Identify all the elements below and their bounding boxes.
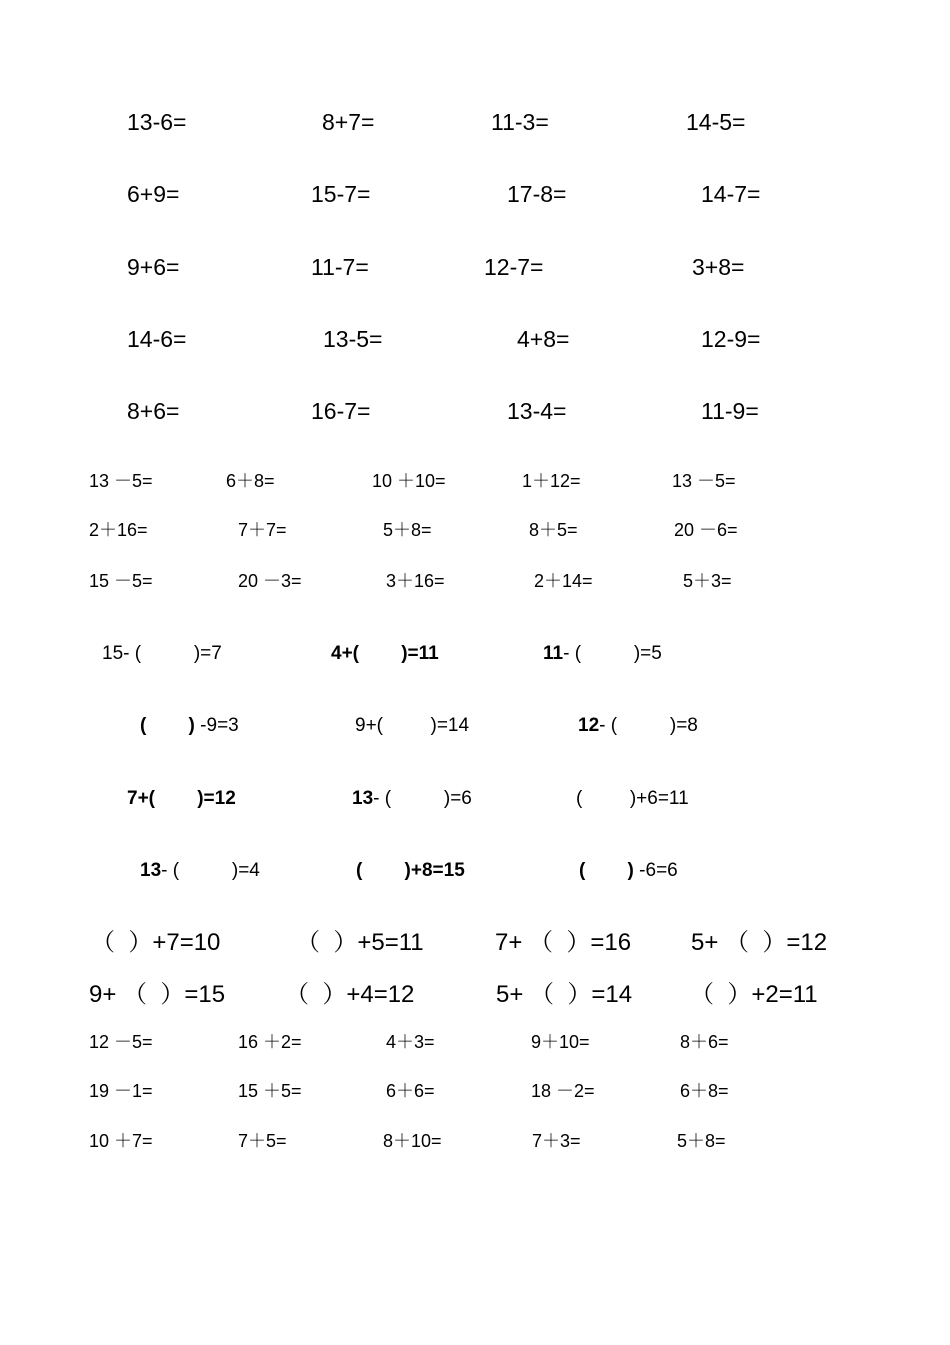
problem-text: 15- ( )=7 — [102, 643, 222, 664]
blank-problem — [140, 861, 260, 880]
problem-large: 11-7= — [311, 254, 369, 280]
paren-problem: （ ）+2=11 — [690, 981, 818, 1008]
problem-small: 8＋5= — [529, 520, 578, 540]
blank-problem — [356, 861, 465, 880]
problem-text: - ( )=6 — [373, 788, 472, 809]
problem-small: 7＋7= — [238, 520, 287, 540]
problem-small: 6＋8= — [226, 471, 275, 491]
problem-large: 13-4= — [507, 398, 567, 424]
problem-small: 7＋5= — [238, 1131, 287, 1151]
blank-problem — [355, 716, 469, 735]
problem-text: ( )+6=11 — [576, 788, 689, 809]
problem-small: 3＋16= — [386, 571, 445, 591]
problem-small: 9＋10= — [531, 1032, 590, 1052]
blank-problem — [102, 644, 222, 663]
problem-large: 6+9= — [127, 181, 180, 207]
paren-problem: 5+ （ ）=12 — [691, 929, 828, 956]
problem-small: 15 ＋5= — [238, 1081, 302, 1101]
problem-text: ( ) — [140, 715, 195, 736]
problem-small: 13 －5= — [89, 471, 153, 491]
problem-large: 13-5= — [323, 326, 383, 352]
blank-problem — [579, 861, 678, 880]
problem-small: 6＋6= — [386, 1081, 435, 1101]
problem-large: 3+8= — [692, 254, 745, 280]
problem-small: 4＋3= — [386, 1032, 435, 1052]
problem-text: -9=3 — [194, 715, 239, 736]
blank-problem — [331, 644, 439, 663]
problem-text: 4+( )=11 — [331, 643, 439, 664]
blank-problem — [576, 789, 689, 808]
problem-large: 17-8= — [507, 181, 567, 207]
blank-problem — [578, 716, 698, 735]
problem-small: 15 －5= — [89, 571, 153, 591]
problem-text: 11 — [543, 643, 564, 664]
problem-small: 2＋14= — [534, 571, 593, 591]
problem-large: 4+8= — [517, 326, 570, 352]
problem-large: 11-3= — [491, 109, 549, 135]
paren-problem: （ ）+4=12 — [285, 981, 415, 1008]
problem-small: 20 －3= — [238, 571, 302, 591]
problem-large: 16-7= — [311, 398, 371, 424]
problem-text: 12 — [578, 715, 600, 736]
paren-problem: （ ）+5=11 — [296, 929, 424, 956]
problem-small: 16 ＋2= — [238, 1032, 302, 1052]
problem-small: 7＋3= — [532, 1131, 581, 1151]
blank-problem — [127, 789, 236, 808]
problem-small: 5＋8= — [383, 520, 432, 540]
problem-large: 12-7= — [484, 254, 544, 280]
problem-large: 9+6= — [127, 254, 180, 280]
problem-text: - ( )=8 — [599, 715, 698, 736]
paren-problem: 7+ （ ）=16 — [495, 929, 632, 956]
paren-problem: 5+ （ ）=14 — [496, 981, 633, 1008]
problem-text: - ( )=5 — [563, 643, 662, 664]
problem-text: 13 — [140, 860, 162, 881]
problem-small: 10 ＋7= — [89, 1131, 153, 1151]
problem-text: ( ) — [579, 860, 634, 881]
problem-small: 6＋8= — [680, 1081, 729, 1101]
problem-large: 14-6= — [127, 326, 187, 352]
problem-small: 19 －1= — [89, 1081, 153, 1101]
problem-text: - ( )=4 — [161, 860, 260, 881]
problem-small: 12 －5= — [89, 1032, 153, 1052]
problem-text: ( )+8=15 — [356, 860, 465, 881]
problem-text: 9+( )=14 — [355, 715, 470, 736]
problem-small: 13 －5= — [672, 471, 736, 491]
problem-small: 1＋12= — [522, 471, 581, 491]
problem-small: 5＋3= — [683, 571, 732, 591]
problem-large: 12-9= — [701, 326, 761, 352]
problem-small: 8＋6= — [680, 1032, 729, 1052]
problem-small: 8＋10= — [383, 1131, 442, 1151]
blank-problem — [140, 716, 239, 735]
problem-text: 13 — [352, 788, 374, 809]
paren-problem: 9+ （ ）=15 — [89, 981, 226, 1008]
problem-large: 14-7= — [701, 181, 761, 207]
problem-large: 14-5= — [686, 109, 746, 135]
problem-small: 10 ＋10= — [372, 471, 446, 491]
problem-small: 20 －6= — [674, 520, 738, 540]
problem-small: 18 －2= — [531, 1081, 595, 1101]
problem-small: 5＋8= — [677, 1131, 726, 1151]
problem-text: -6=6 — [633, 860, 678, 881]
problem-large: 8+7= — [322, 109, 375, 135]
problem-text: 7+( )=12 — [127, 788, 236, 809]
problem-small: 2＋16= — [89, 520, 148, 540]
problem-large: 13-6= — [127, 109, 187, 135]
paren-problem: （ ）+7=10 — [91, 929, 221, 956]
blank-problem — [352, 789, 472, 808]
problem-large: 11-9= — [701, 398, 759, 424]
problem-large: 8+6= — [127, 398, 180, 424]
blank-problem — [543, 644, 662, 663]
problem-large: 15-7= — [311, 181, 371, 207]
